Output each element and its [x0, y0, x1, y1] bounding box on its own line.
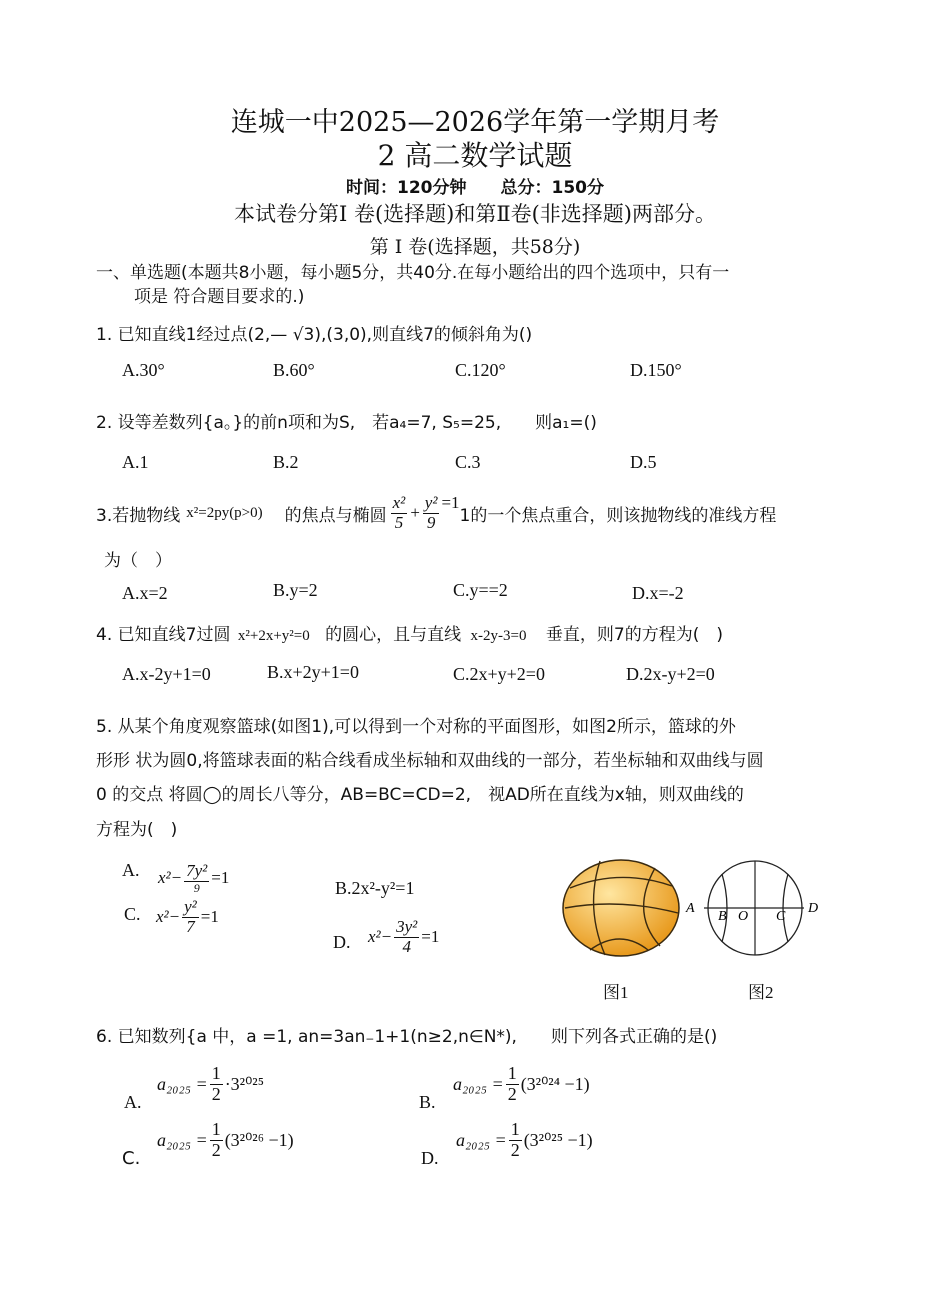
q3-equals: =1 — [441, 493, 460, 512]
q1-option-c: C.120° — [455, 360, 506, 380]
figure-1-caption: 图1 — [603, 983, 629, 1002]
q3-fraction-x — [391, 494, 408, 532]
q5-a-fraction — [184, 862, 209, 895]
section1-heading-cont: 项是 符合题目要求的.) — [134, 287, 305, 307]
q4-text-b: 的圆心，且与直线 — [325, 625, 462, 645]
q5-option-d-label: D. — [333, 932, 351, 952]
q5-option-a-formula — [158, 862, 229, 895]
exam-title: 连城一中2025—2026学年第一学期月考 — [230, 107, 720, 138]
q4-option-b: B.x+2y+1=0 — [267, 662, 359, 682]
q4-option-a: A.x-2y+1=0 — [122, 664, 211, 684]
q6-b-rhs: (3²⁰²⁴ −1) — [520, 1073, 590, 1094]
q6-a-lhs: a₂₀₂₅ = — [157, 1073, 208, 1094]
q5-option-d-formula — [368, 918, 439, 956]
q6-option-c-formula — [157, 1120, 294, 1161]
basketball-figure — [560, 858, 682, 958]
q3-frac2-num: y² — [424, 492, 438, 512]
q6-b-half-den: 2 — [507, 1083, 517, 1104]
q3-plus: + — [409, 503, 421, 522]
q3-frac1-den: 5 — [394, 512, 404, 532]
q5-c-num: y² — [184, 897, 197, 916]
exam-subtitle: 2 高二数学试题 — [377, 139, 573, 172]
q5-c-den: 7 — [186, 916, 195, 936]
q6-option-a-formula — [157, 1064, 264, 1105]
question-3-stem — [96, 486, 776, 540]
q2-option-d: D.5 — [630, 452, 657, 472]
figure-2-caption: 图2 — [748, 983, 774, 1002]
q3-text-c: 1的一个焦点重合，则该抛物线的准线方程 — [459, 505, 777, 526]
q6-c-half-num: 1 — [211, 1119, 221, 1139]
question-5-line2: 形形 状为圆0,将篮球表面的粘合线看成坐标轴和双曲线的一部分，若坐标轴和双曲线与圆 — [96, 751, 764, 771]
q4-text-c: 垂直，则7的方程为( ) — [545, 625, 723, 645]
q6-option-d-label: D. — [421, 1148, 439, 1168]
q6-d-lhs: a₂₀₂₅ = — [456, 1129, 507, 1150]
q3-option-c: C.y==2 — [453, 580, 508, 600]
q5-a-den: 9 — [193, 880, 200, 895]
q6-b-lhs: a₂₀₂₅ = — [453, 1073, 504, 1094]
q5-d-den: 4 — [402, 936, 411, 956]
question-4-stem — [96, 620, 723, 645]
q5-c-x2: x²− — [156, 907, 181, 927]
part1-title: 第 Ⅰ 卷(选择题，共58分) — [369, 236, 581, 258]
q3-text-b: 的焦点与椭圆 — [284, 505, 387, 526]
basketball-body — [563, 860, 679, 956]
q6-a-half-den: 2 — [211, 1083, 221, 1104]
time-score-line: 时间：120分钟 总分：150分 — [346, 178, 604, 198]
q1-option-b: B.60° — [273, 360, 315, 380]
q5-option-c-label: C. — [124, 904, 141, 924]
question-6-stem: 6. 已知数列{a 中，a =1, an=3an₋1+1(n≥2,n∈N*), 则下列各式正确的是() — [96, 1027, 718, 1047]
q3-option-a: A.x=2 — [122, 583, 168, 603]
question-1-stem: 1. 已知直线1经过点(2,— √3),(3,0),则直线7的倾斜角为() — [96, 325, 533, 345]
q3-text-a: 3.若抛物线 — [96, 505, 181, 526]
q6-b-half — [506, 1064, 519, 1105]
q6-c-lhs: a₂₀₂₅ = — [157, 1129, 208, 1150]
q4-line-eq: x-2y-3=0 — [470, 628, 527, 644]
q6-a-rhs: ·3²⁰²⁵ — [224, 1073, 264, 1094]
q5-option-c-formula — [156, 898, 219, 936]
q3-parabola: x²=2py(p>0) — [186, 504, 263, 521]
q6-c-half-den: 2 — [211, 1139, 221, 1160]
q6-option-c-label: C. — [122, 1148, 141, 1169]
q6-option-b-label: B. — [419, 1092, 436, 1112]
question-5-line4: 方程为( ) — [96, 820, 178, 840]
q5-a-x2: x²− — [158, 868, 183, 888]
q6-a-half — [210, 1064, 223, 1105]
exam-intro: 本试卷分第Ⅰ 卷(选择题)和第Ⅱ卷(非选择题)两部分。 — [233, 202, 716, 226]
q4-text-a: 4. 已知直线7过圆 — [96, 625, 231, 645]
q2-option-c: C.3 — [455, 452, 481, 472]
q3-option-b: B.y=2 — [273, 580, 318, 600]
q3-option-d: D.x=-2 — [632, 583, 684, 603]
q6-d-half-num: 1 — [510, 1119, 520, 1139]
q6-c-half — [210, 1120, 223, 1161]
fig2-label-b: B — [718, 909, 727, 924]
q5-d-fraction — [394, 918, 419, 956]
q6-option-b-formula — [453, 1064, 590, 1105]
q3-stem-line2: 为（ ） — [104, 551, 172, 571]
q5-c-eq: =1 — [200, 907, 219, 927]
q5-a-eq: =1 — [211, 868, 230, 888]
q3-frac2-den: 9 — [426, 512, 436, 532]
circle-hyperbola-figure — [680, 858, 830, 958]
fig2-label-a: A — [686, 901, 695, 916]
q4-option-c: C.2x+y+2=0 — [453, 664, 545, 684]
q5-option-a-label: A. — [122, 860, 140, 880]
q1-option-d: D.150° — [630, 360, 682, 380]
section1-heading: 一、单选题(本题共8小题，每小题5分，共40分.在每小题给出的四个选项中，只有一 — [96, 263, 730, 283]
fig2-label-c: C — [776, 909, 786, 924]
fig2-label-d: D — [808, 901, 819, 916]
q6-option-d-formula — [456, 1120, 593, 1161]
q5-a-num: 7y² — [186, 861, 208, 880]
q6-c-rhs: (3²⁰²⁶ −1) — [224, 1129, 294, 1150]
q6-d-half-den: 2 — [510, 1139, 520, 1160]
q6-d-rhs: (3²⁰²⁵ −1) — [523, 1129, 593, 1150]
q5-d-num: 3y² — [396, 917, 418, 936]
q4-option-d: D.2x-y+2=0 — [626, 664, 715, 684]
fig2-label-o: O — [738, 909, 749, 924]
q6-option-a-label: A. — [124, 1092, 142, 1112]
q6-b-half-num: 1 — [507, 1063, 517, 1083]
q5-d-eq: =1 — [421, 927, 440, 947]
q3-fraction-y — [423, 494, 440, 532]
q5-d-x2: x²− — [368, 927, 393, 947]
q6-d-half — [509, 1120, 522, 1161]
q5-c-fraction — [182, 898, 199, 936]
q6-a-half-num: 1 — [211, 1063, 221, 1083]
q2-option-a: A.1 — [122, 452, 149, 472]
question-5-line1: 5. 从某个角度观察篮球(如图1),可以得到一个对称的平面图形，如图2所示，篮球的外 — [96, 717, 736, 737]
q5-option-b: B.2x²-y²=1 — [335, 878, 415, 898]
q2-option-b: B.2 — [273, 452, 299, 472]
question-5-line3: 0 的交点 将圆◯的周长八等分，AB=BC=CD=2, 视AD所在直线为x轴，则双曲线的 — [96, 785, 744, 805]
q4-circle-eq: x²+2x+y²=0 — [237, 628, 310, 644]
q1-option-a: A.30° — [122, 360, 165, 380]
q3-frac1-num: x² — [392, 492, 406, 512]
question-2-stem: 2. 设等差数列{a。}的前n项和为S, 若a₄=7, S₅=25, 则a₁=() — [96, 413, 597, 433]
